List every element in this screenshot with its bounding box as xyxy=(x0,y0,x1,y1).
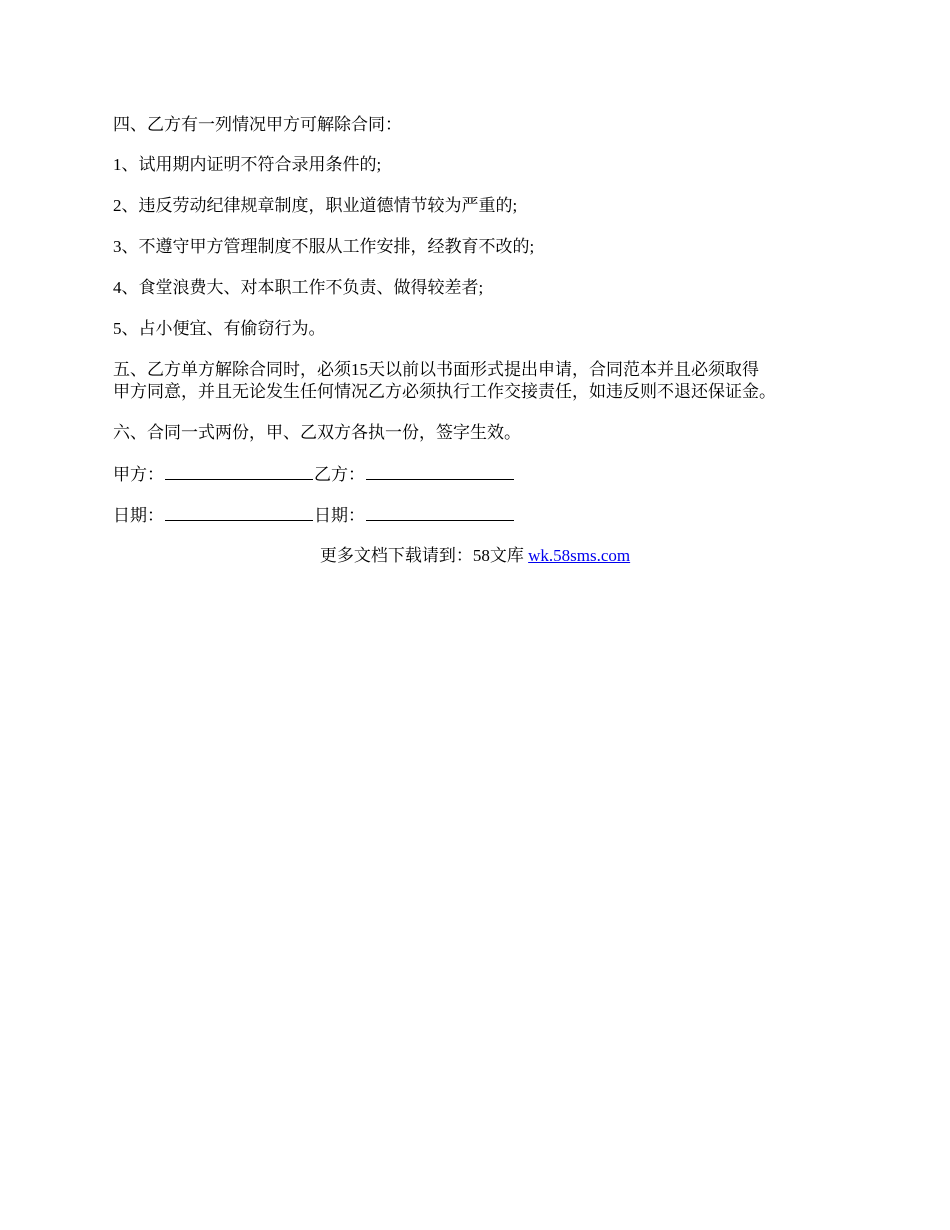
footer-text: 更多文档下载请到：58文库 xyxy=(319,546,529,565)
party-a-label: 甲方： xyxy=(113,465,164,484)
date-a-blank xyxy=(165,504,313,521)
section-4-item-4: 4、食堂浪费大、对本职工作不负责、做得较差者; xyxy=(113,278,484,297)
section-4-item-3: 3、不遵守甲方管理制度不服从工作安排，经教育不改的; xyxy=(113,237,535,256)
footer xyxy=(0,545,950,567)
party-b-signature-blank xyxy=(366,463,514,480)
section-6: 六、合同一式两份，甲、乙双方各执一份，签字生效。 xyxy=(113,423,521,442)
date-label-b: 日期： xyxy=(314,506,365,525)
section-4-item-2: 2、违反劳动纪律规章制度，职业道德情节较为严重的; xyxy=(113,196,518,215)
party-b-label: 乙方： xyxy=(314,465,365,484)
section-4-heading: 四、乙方有一列情况甲方可解除合同： xyxy=(113,115,402,134)
section-4-item-1: 1、试用期内证明不符合录用条件的; xyxy=(113,155,382,174)
party-a-signature-blank xyxy=(165,463,313,480)
section-5-line-1: 五、乙方单方解除合同时，必须15天以前以书面形式提出申请，合同范本并且必须取得 xyxy=(113,360,759,379)
signature-row xyxy=(113,463,515,486)
date-b-blank xyxy=(366,504,514,521)
footer-link[interactable]: wk.58sms.com xyxy=(528,546,631,565)
date-label-a: 日期： xyxy=(113,506,164,525)
section-4-item-5: 5、占小便宜、有偷窃行为。 xyxy=(113,319,326,338)
section-5-line-2: 甲方同意，并且无论发生任何情况乙方必须执行工作交接责任，如违反则不退还保证金。 xyxy=(113,382,776,401)
date-row xyxy=(113,504,515,527)
